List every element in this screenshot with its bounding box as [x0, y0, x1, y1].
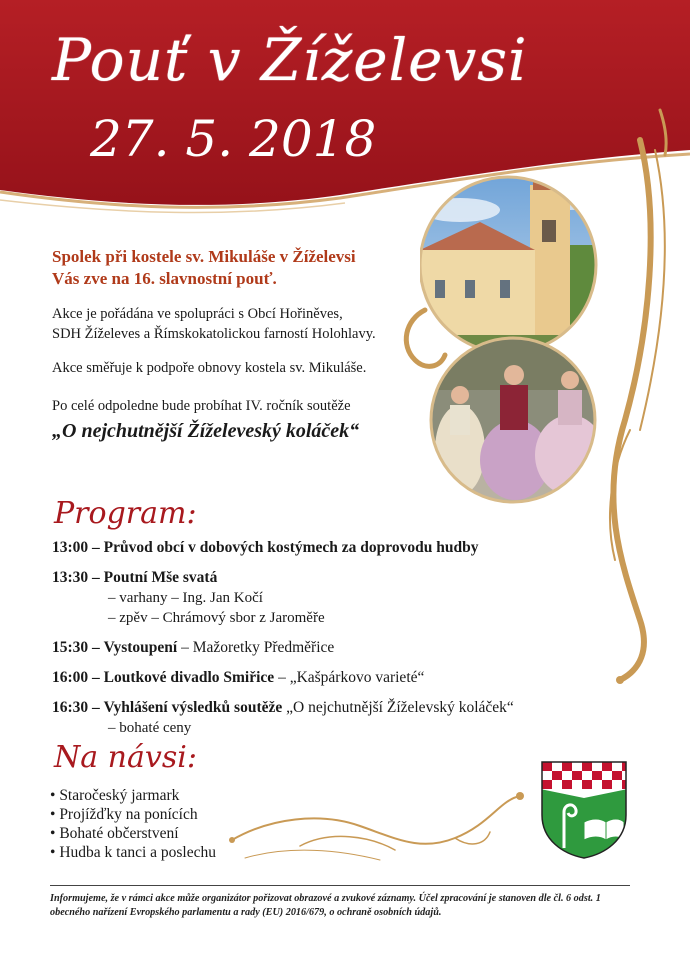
cooperation-text — [52, 304, 422, 344]
list-item: • Projížďky na ponících — [50, 805, 216, 824]
program-time: 16:30 – — [52, 699, 100, 716]
program-title: Průvod obcí v dobových kostýmech za doprovodu hudby — [103, 539, 479, 556]
list-item: • Bohaté občerstvení — [50, 824, 216, 843]
program-detail: – „Kašpárkovo varieté“ — [274, 669, 425, 686]
costume-parade-photo — [420, 335, 610, 510]
program-title: Poutní Mše svatá — [103, 569, 218, 586]
program-item — [52, 538, 612, 558]
cooperation-line-2: SDH Žíželeves a Římskokatolickou farností Holohlavy. — [52, 326, 376, 342]
program-time: 13:00 – — [52, 539, 100, 556]
program-item — [52, 698, 612, 738]
program-detail: – Mažoretky Předměřice — [177, 639, 335, 656]
list-item: • Hudba k tanci a poslechu — [50, 843, 216, 862]
footer-divider — [50, 885, 630, 886]
program-item — [52, 668, 612, 688]
list-item: • Staročeský jarmark — [50, 786, 216, 805]
program-title: Vystoupení — [103, 639, 178, 656]
organizer-line: Spolek při kostele sv. Mikuláše v Žíželevsi — [52, 247, 356, 266]
cooperation-line-1: Akce je pořádána ve spolupráci s Obcí Hořiněves, — [52, 306, 343, 322]
event-title: Pouť v Žíželevsi — [52, 26, 528, 94]
coat-of-arms-icon — [540, 760, 628, 860]
program-list — [52, 538, 612, 748]
program-heading: Program: — [54, 496, 197, 531]
invite-line: Vás zve na 16. slavnostní pouť. — [52, 269, 277, 288]
program-detail: – varhany – Ing. Jan Kočí — [108, 590, 263, 606]
program-time: 15:30 – — [52, 639, 100, 656]
program-detail: – zpěv – Chrámový sbor z Jaroměře — [108, 610, 325, 626]
navsi-list — [50, 786, 216, 862]
contest-name: „O nejchutnější Žíželeveský koláček“ — [52, 420, 360, 442]
contest-intro: Po celé odpoledne bude probíhat IV. ročník soutěže — [52, 398, 351, 414]
navsi-heading: Na návsi: — [54, 740, 197, 775]
program-title: Vyhlášení výsledků soutěže — [103, 699, 283, 716]
program-detail: – bohaté ceny — [108, 720, 192, 736]
program-time: 13:30 – — [52, 569, 100, 586]
program-title: Loutkové divadlo Smiřice — [103, 669, 275, 686]
event-date: 27. 5. 2018 — [90, 110, 377, 168]
privacy-notice: Informujeme, že v rámci akce může organizátor pořizovat obrazové a zvukové záznamy. Účel zpracování je stanoven dle čl. 6 odst. 1 obecného nařízení Evropského parlamentu a rady (EU) 2016/679, o ochraně osobních údajů. — [50, 893, 601, 918]
program-item — [52, 638, 612, 658]
program-detail: „O nejchutnější Žíželevský koláček“ — [282, 699, 514, 716]
purpose-text: Akce směřuje k podpoře obnovy kostela sv. Mikuláše. — [52, 360, 367, 376]
invitation-text — [52, 246, 422, 444]
program-item — [52, 568, 612, 628]
event-photos — [420, 150, 690, 510]
program-time: 16:00 – — [52, 669, 100, 686]
